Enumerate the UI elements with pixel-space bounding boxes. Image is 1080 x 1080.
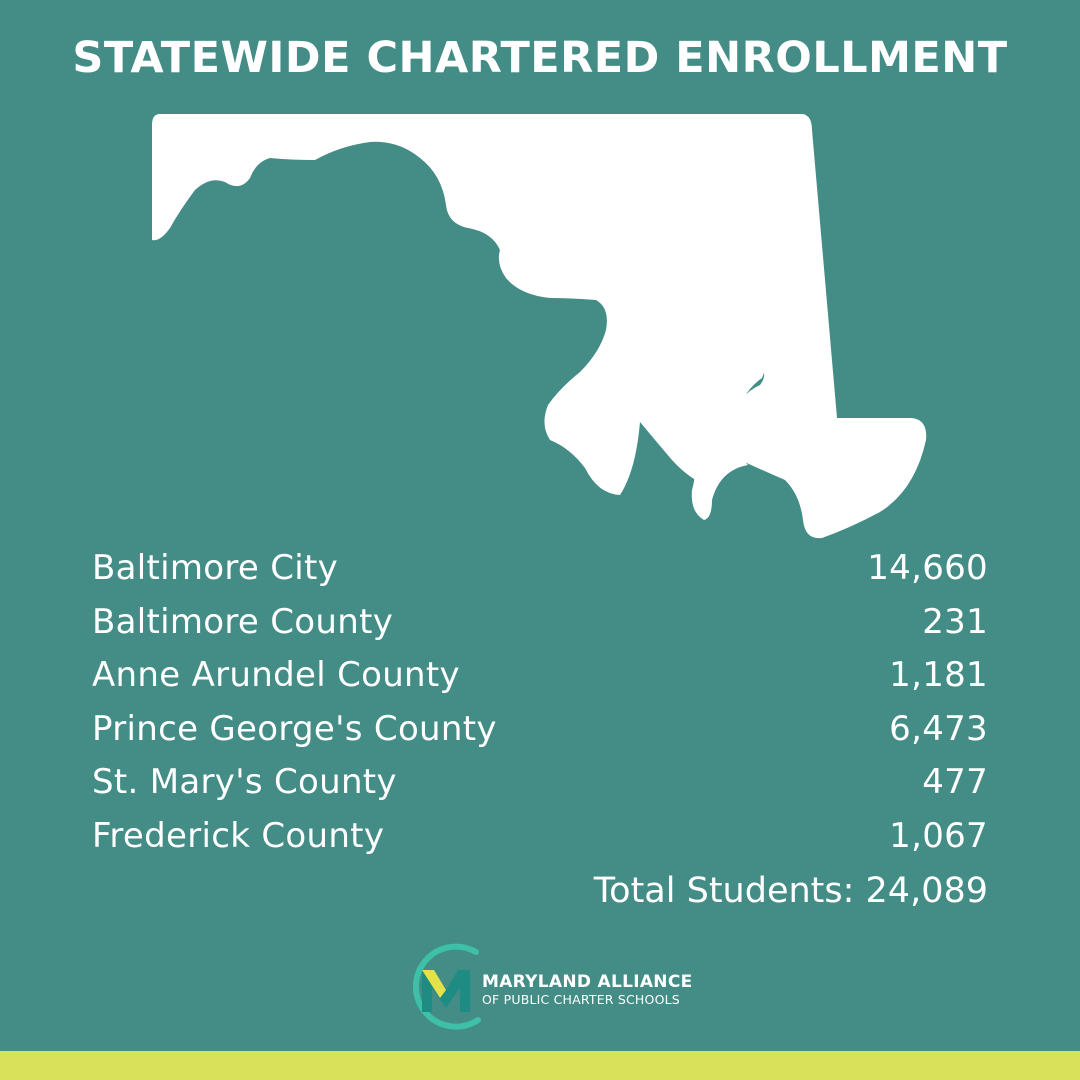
enrollment-row [92, 542, 988, 596]
student-count: 14,660 [867, 548, 988, 588]
student-count: 1,181 [889, 655, 988, 695]
student-count: 6,473 [889, 708, 988, 749]
enrollment-row [92, 596, 988, 650]
county-name: Anne Arundel County [92, 655, 460, 695]
county-name: Prince George's County [92, 708, 497, 749]
logo-subtitle: OF PUBLIC CHARTER SCHOOLS [482, 992, 680, 1007]
county-name: St. Mary's County [92, 762, 397, 802]
county-name: Frederick County [92, 815, 385, 856]
enrollment-list [92, 542, 988, 863]
enrollment-row [92, 649, 988, 703]
enrollment-row [92, 810, 988, 864]
logo-title: MARYLAND ALLIANCE [482, 972, 693, 992]
bottom-accent-bar [0, 1051, 1080, 1080]
student-count: 1,067 [889, 815, 988, 856]
logo-text [482, 972, 693, 1008]
student-count: 477 [922, 762, 988, 802]
county-name: Baltimore City [92, 548, 339, 588]
enrollment-row [92, 756, 988, 810]
student-count: 231 [922, 601, 988, 642]
page-title: STATEWIDE CHARTERED ENROLLMENT [72, 33, 1008, 83]
total-students: Total Students: 24,089 [593, 871, 988, 911]
county-name: Baltimore County [92, 601, 394, 642]
enrollment-row [92, 703, 988, 757]
